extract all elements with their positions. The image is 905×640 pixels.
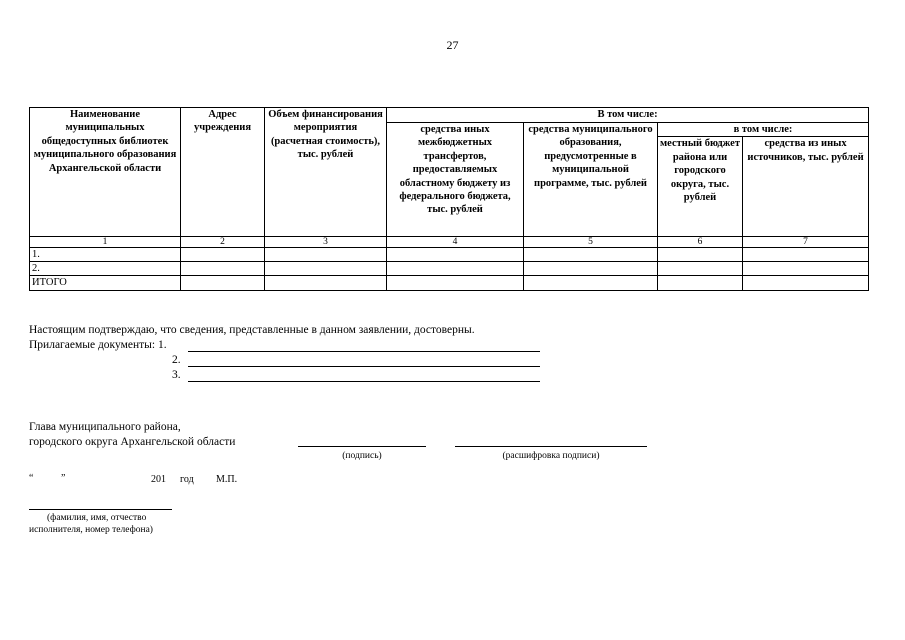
table-cell — [265, 262, 387, 276]
signature-decoding-line — [455, 446, 647, 447]
header-local-budget: местный бюджет района или городского округа, тыс. рублей — [658, 137, 743, 237]
col-number-7: 7 — [743, 237, 869, 248]
executor-caption-line1: (фамилия, имя, отчество — [47, 513, 147, 523]
header-sub-including: в том числе: — [658, 123, 869, 137]
col-number-1: 1 — [30, 237, 181, 248]
row-label-total: ИТОГО — [30, 276, 181, 291]
executor-caption-line2: исполнителя, номер телефона) — [29, 525, 153, 535]
header-other-sources: средства из иных источников, тыс. рублей — [743, 137, 869, 237]
attachments-label: Прилагаемые документы: 1. — [29, 339, 167, 351]
table-cell — [524, 262, 658, 276]
funding-table — [29, 107, 869, 291]
signature-caption: (подпись) — [342, 451, 382, 461]
executor-line — [29, 509, 172, 510]
header-funding-volume: Объем финансирования мероприятия (расчетная стоимость), тыс. рублей — [265, 108, 387, 237]
header-address: Адрес учреждения — [181, 108, 265, 237]
row-label: 1. — [30, 248, 181, 262]
table-cell — [743, 248, 869, 262]
attachment-line-3 — [188, 381, 540, 382]
table-cell — [265, 248, 387, 262]
table-cell — [658, 276, 743, 291]
attachment-line-2 — [188, 366, 540, 367]
table-cell — [387, 262, 524, 276]
head-title-line2: городского округа Архангельской области — [29, 436, 236, 448]
table-cell — [524, 276, 658, 291]
table-cell — [181, 262, 265, 276]
table-cell — [265, 276, 387, 291]
attachment-line-1 — [188, 351, 540, 352]
head-title-line1: Глава муниципального района, — [29, 421, 181, 433]
date-year-prefix: 201 — [151, 474, 166, 485]
table-cell — [387, 248, 524, 262]
date-close-quote: ” — [61, 473, 66, 484]
header-including: В том числе: — [387, 108, 869, 123]
signature-decoding-caption: (расшифровка подписи) — [502, 451, 600, 461]
table-cell — [658, 262, 743, 276]
table-row — [30, 262, 869, 276]
table-cell — [181, 248, 265, 262]
date-year-word: год — [180, 474, 194, 485]
table-row — [30, 248, 869, 262]
page-number: 27 — [446, 38, 459, 52]
signature-line — [298, 446, 426, 447]
confirmation-text: Настоящим подтверждаю, что сведения, представленные в данном заявлении, достоверны. — [29, 324, 475, 336]
header-municipal-funds: средства муниципального образования, предусмотренные в муниципальной программе, тыс. рублей — [524, 123, 658, 237]
table-cell — [743, 276, 869, 291]
header-federal-transfers: средства иных межбюджетных трансфертов, предоставляемых областному бюджету из федерального бюджета, тыс. рублей — [387, 123, 524, 237]
date-open-quote: “ — [29, 473, 34, 484]
col-number-2: 2 — [181, 237, 265, 248]
header-library-name: Наименование муниципальных общедоступных библиотек муниципального образования Архангельской области — [30, 108, 181, 237]
table-cell — [743, 262, 869, 276]
table-cell — [658, 248, 743, 262]
col-number-3: 3 — [265, 237, 387, 248]
col-number-4: 4 — [387, 237, 524, 248]
attachment-number-3: 3. — [172, 369, 181, 381]
table-cell — [524, 248, 658, 262]
table-cell — [387, 276, 524, 291]
table-cell — [181, 276, 265, 291]
col-number-5: 5 — [524, 237, 658, 248]
stamp-label: М.П. — [216, 474, 238, 485]
col-number-6: 6 — [658, 237, 743, 248]
row-label: 2. — [30, 262, 181, 276]
attachment-number-2: 2. — [172, 354, 181, 366]
table-row-total — [30, 276, 869, 291]
